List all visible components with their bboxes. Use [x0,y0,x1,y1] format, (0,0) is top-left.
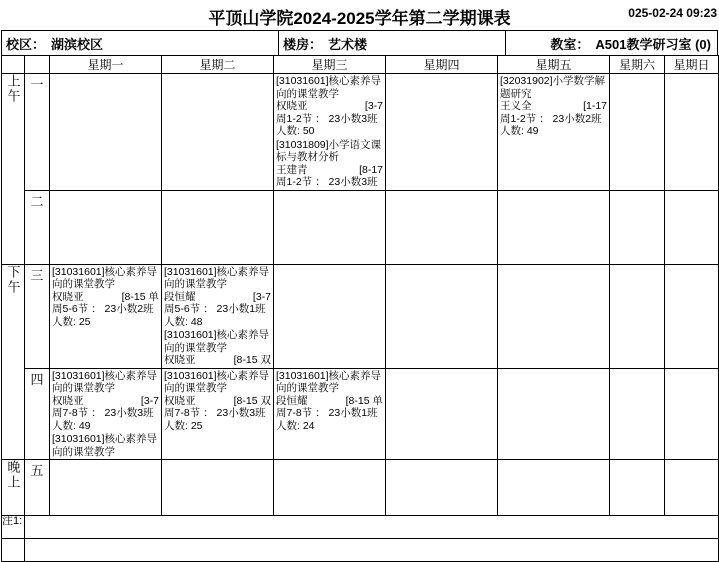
section-evening-text: 晚上 [5,460,21,490]
course-teacher: 王义全 [500,100,532,112]
table-row [2,190,719,264]
cell-tue-3[interactable] [162,264,274,368]
course-teacher-weeks [164,395,271,408]
course-weeks: [8-15 双 [233,394,271,407]
cell-sat-3[interactable] [610,264,665,368]
course-student-count: 人数: 25 [52,315,91,328]
cell-sun-5[interactable] [665,460,719,516]
cell-thu-2[interactable] [386,190,498,264]
cell-sat-1[interactable] [610,74,665,191]
course-entry[interactable] [276,370,383,433]
period-label-3: 三 [25,264,50,368]
course-teacher: 权晓亚 [164,354,196,366]
building-label: 楼房： [283,36,323,52]
table-row [2,368,719,460]
period-label-4: 四 [25,368,50,460]
course-weeks: [8-15 单 [121,290,159,303]
course-teacher-weeks [52,291,159,304]
cell-wed-4[interactable] [274,368,386,460]
cell-thu-4[interactable] [386,368,498,460]
course-weeks: [8-17 [359,163,383,176]
course-student-count: 人数: 25 [164,419,203,432]
course-title: [31031601]核心素养导向的课堂教学 [276,369,382,394]
course-teacher: 权晓亚 [52,290,84,303]
schedule-table [1,55,719,562]
course-teacher: 权晓亚 [276,100,308,112]
course-time-class: 周7-8节 ： 23小数3班 [52,407,154,419]
course-title: [31031601]核心素养导向的课堂教学 [276,75,382,100]
cell-fri-1[interactable] [498,74,610,191]
campus-cell [2,31,279,55]
cell-wed-1[interactable] [274,74,386,191]
building-value: 艺术楼 [328,36,368,52]
cell-tue-4[interactable] [162,368,274,460]
cell-sat-4[interactable] [610,368,665,460]
course-entry[interactable] [164,329,271,367]
col-header-friday: 星期五 [498,56,610,74]
course-teacher: 段恒耀 [276,394,308,407]
course-teacher-weeks [500,100,607,113]
cell-fri-4[interactable] [498,368,610,460]
course-student-count: 人数: 24 [276,419,315,432]
course-title: [31031601]核心素养导向的课堂教学 [52,433,158,458]
col-header-saturday: 星期六 [610,56,665,74]
col-ampm-header [2,56,25,74]
cell-fri-5[interactable] [498,460,610,516]
section-morning-text: 上午 [5,74,21,104]
info-bar [1,30,718,55]
course-teacher: 权晓亚 [52,394,84,407]
campus-value: 湖滨校区 [51,36,104,52]
course-title: [31031601]核心素养导向的课堂教学 [52,265,158,290]
course-student-count: 人数: 49 [500,125,539,137]
section-afternoon-text: 下午 [5,264,21,295]
course-time-class: 周7-8节 ： 23小数1班 [276,407,378,419]
course-teacher-weeks [164,354,271,367]
course-entry[interactable] [164,266,271,329]
course-time-class: 周1-2节 ： 23小数3班 [276,176,378,188]
note-label: 注1: [2,516,25,539]
course-teacher-weeks [276,100,383,113]
course-teacher-weeks [52,395,159,408]
course-teacher-weeks [276,395,383,408]
course-teacher: 权晓亚 [164,394,196,407]
table-header-row [2,56,719,74]
course-entry[interactable] [164,370,271,433]
room-label: 教室： [550,36,590,52]
section-label-evening [2,460,25,516]
course-weeks: [3-7 [140,394,159,407]
period-label-5: 五 [25,460,50,516]
course-weeks: [3-7 [364,100,383,112]
table-row [2,74,719,191]
course-entry[interactable] [52,370,159,433]
course-weeks: [8-15 单 [345,394,383,407]
col-header-tuesday: 星期二 [162,56,274,74]
header [0,0,719,30]
course-time-class: 周5-6节 ： 23小数1班 [164,303,266,315]
period-label-2: 二 [25,190,50,264]
cell-thu-5[interactable] [386,460,498,516]
course-title: [31031601]核心素养导向的课堂教学 [52,369,158,394]
note-label-empty [2,539,25,562]
note-row [2,516,719,539]
cell-tue-1[interactable] [162,74,274,191]
course-time-class: 周1-2节 ： 23小数3班 [276,112,378,125]
cell-mon-4[interactable] [50,368,162,460]
room-value: A501教学研习室 (0) [595,36,711,52]
cell-wed-5[interactable] [274,460,386,516]
cell-mon-1[interactable] [50,74,162,191]
course-title: [31031809]小学语文课标与教材分析 [276,138,382,163]
course-weeks: [1-17 [583,100,607,112]
period-label-1: 一 [25,74,50,191]
course-entry[interactable] [52,266,159,329]
cell-mon-2[interactable] [50,190,162,264]
section-label-morning [2,74,25,265]
course-entry[interactable] [276,75,383,138]
cell-mon-3[interactable] [50,264,162,368]
course-time-class: 周1-2节 ： 23小数2班 [500,112,602,125]
cell-mon-5[interactable] [50,460,162,516]
course-entry[interactable] [276,139,383,189]
cell-sun-3[interactable] [665,264,719,368]
course-time-class: 周7-8节 ： 23小数3班 [164,407,266,419]
cell-tue-2[interactable] [162,190,274,264]
cell-sun-4[interactable] [665,368,719,460]
cell-fri-3[interactable] [498,264,610,368]
cell-tue-5[interactable] [162,460,274,516]
course-teacher: 王建青 [276,163,308,176]
cell-sun-1[interactable] [665,74,719,191]
col-period-header [25,56,50,74]
campus-label: 校区： [6,36,46,52]
note-cell-1[interactable] [25,516,719,539]
col-header-wednesday: 星期三 [274,56,386,74]
cell-fri-2[interactable] [498,190,610,264]
course-time-class: 周5-6节 ： 23小数2班 [52,303,154,315]
course-title: [31031601]核心素养导向的课堂教学 [164,265,270,290]
col-header-monday: 星期一 [50,56,162,74]
table-row [2,460,719,516]
cell-thu-3[interactable] [386,264,498,368]
course-title: [31031601]核心素养导向的课堂教学 [164,369,270,394]
page-title: 平顶山学院2024-2025学年第二学期课表 [208,9,511,28]
note-cell-2[interactable] [25,539,719,562]
course-weeks: [8-15 双 [233,354,271,366]
room-cell [506,31,717,55]
course-student-count: 人数: 50 [276,125,315,137]
course-student-count: 人数: 49 [52,419,91,432]
course-entry[interactable] [500,75,607,138]
cell-thu-1[interactable] [386,74,498,191]
col-header-sunday: 星期日 [665,56,719,74]
timestamp: 025-02-24 09:23 [628,6,717,20]
course-teacher: 段恒耀 [164,290,196,303]
cell-sun-2[interactable] [665,190,719,264]
course-entry[interactable] [52,433,159,458]
table-row [2,264,719,368]
cell-sat-2[interactable] [610,190,665,264]
cell-wed-3[interactable] [274,264,386,368]
building-cell [279,31,506,55]
course-weeks: [3-7 [252,290,271,303]
col-header-thursday: 星期四 [386,56,498,74]
course-title: [31031601]核心素养导向的课堂教学 [164,329,270,354]
course-student-count: 人数: 48 [164,315,203,328]
cell-wed-2[interactable] [274,190,386,264]
note-row [2,539,719,562]
course-teacher-weeks [164,291,271,304]
course-teacher-weeks [276,164,383,177]
cell-sat-5[interactable] [610,460,665,516]
course-title: [32031902]小学数学解题研究 [500,75,606,100]
section-label-afternoon [2,264,25,460]
